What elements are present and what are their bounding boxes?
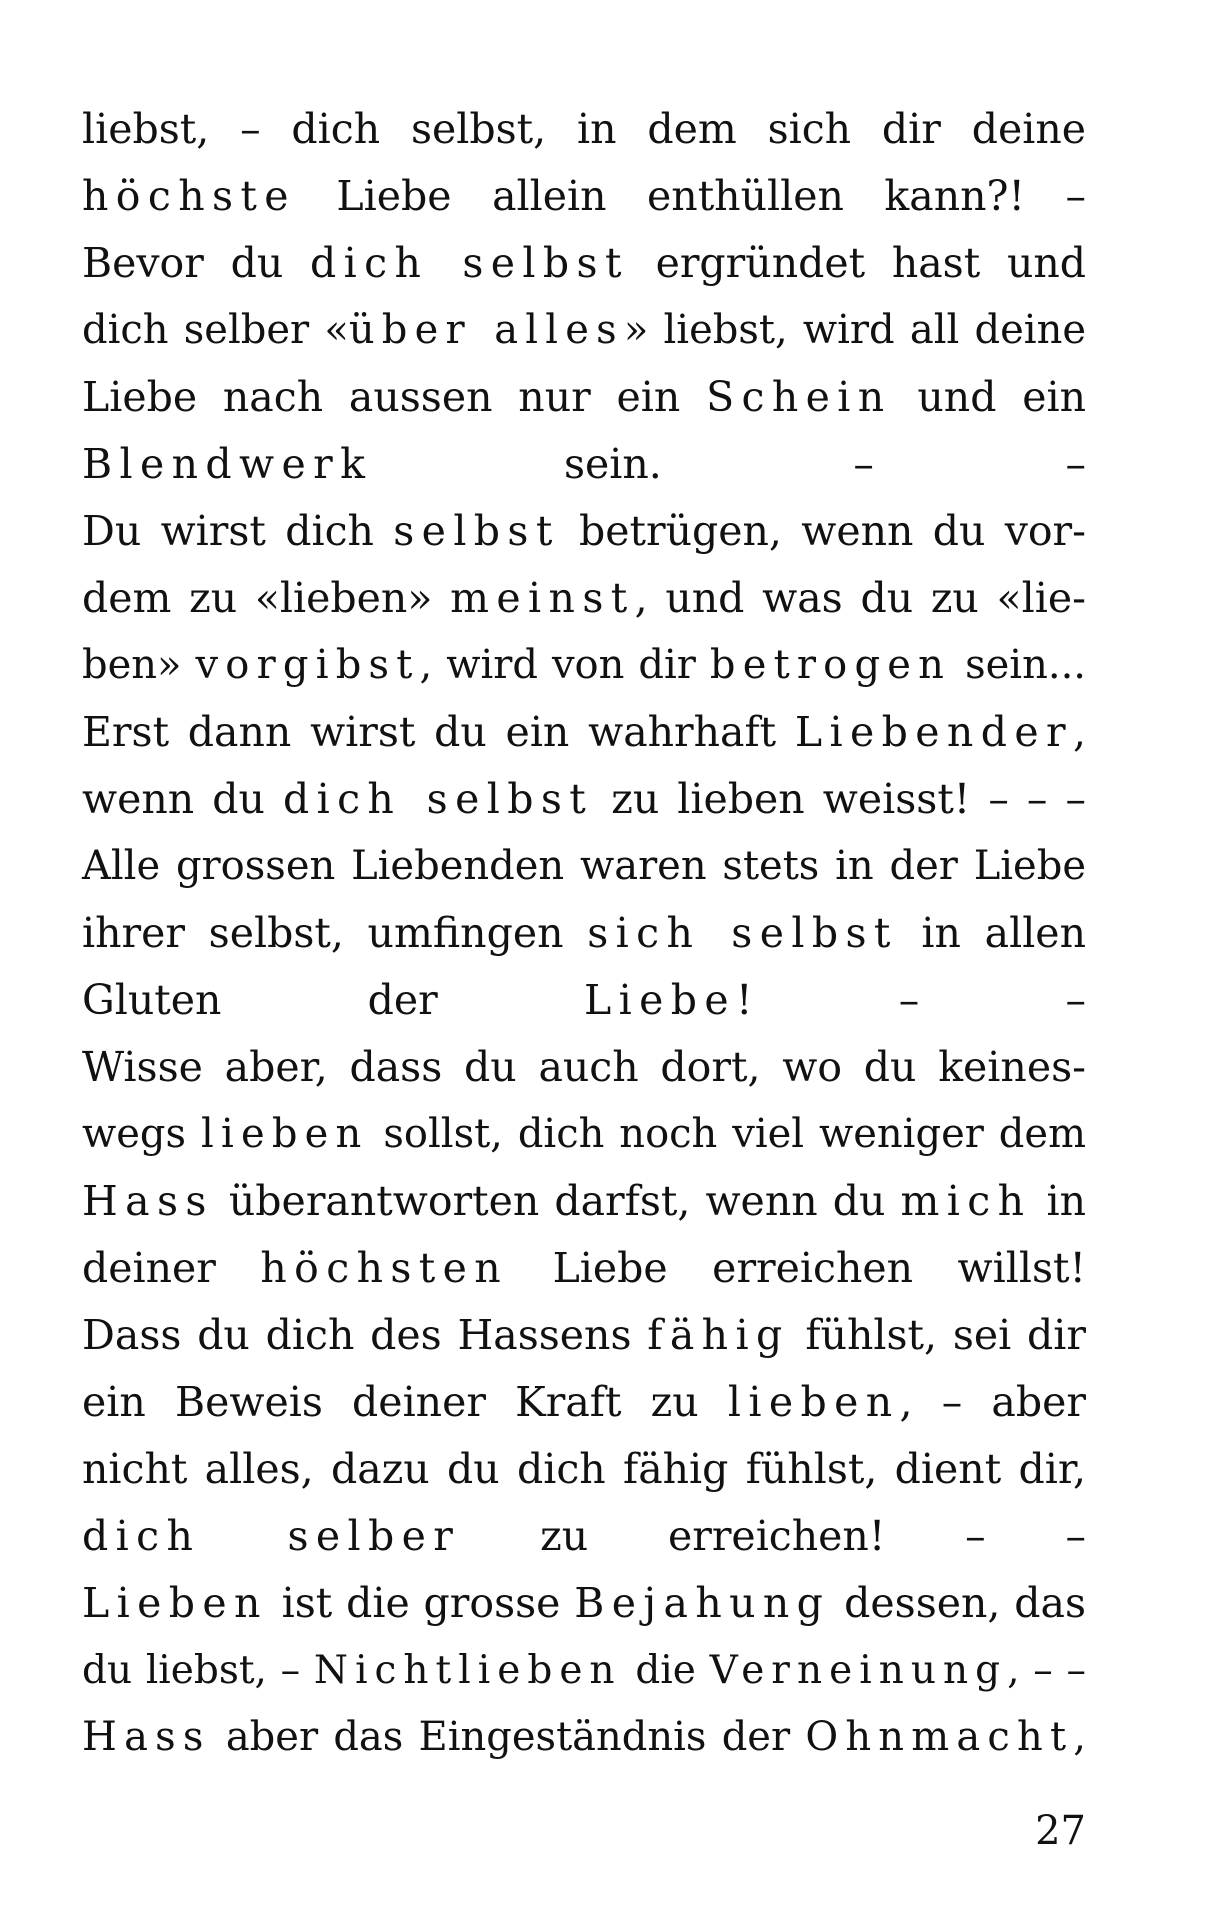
spaced-emphasis: Lieben <box>82 1579 268 1627</box>
text-segment: nicht alles, dazu du dich fähig fühlst, dient dir, <box>82 1445 1086 1493</box>
text-segment: , <box>1073 1714 1086 1760</box>
text-line <box>82 1101 1086 1168</box>
text-segment: und ein <box>891 373 1087 421</box>
spaced-emphasis: über alles <box>348 307 624 353</box>
text-segment: Liebe erreichen willst! <box>508 1244 1086 1292</box>
text-line <box>82 1235 1086 1302</box>
spaced-emphasis: höchsten <box>260 1244 509 1292</box>
text-segment: wenn du <box>82 775 283 823</box>
text-segment: fühlst, sei dir <box>789 1311 1086 1359</box>
spaced-emphasis: dich selbst <box>309 239 629 287</box>
page-number: 27 <box>1035 1808 1086 1854</box>
text-segment: in allen <box>897 909 1086 957</box>
spaced-emphasis: lieben <box>200 1111 369 1157</box>
body-text <box>82 96 1086 1771</box>
text-segment: , – aber <box>899 1378 1086 1426</box>
text-segment: du liebst, – <box>82 1648 314 1693</box>
spaced-emphasis: Ohnmacht <box>805 1714 1074 1760</box>
text-segment: dich selber « <box>82 307 349 353</box>
text-line <box>82 632 1086 699</box>
text-line <box>82 1034 1086 1101</box>
text-segment: , und was du zu «lie- <box>634 574 1086 622</box>
spaced-emphasis: Bejahung <box>574 1579 831 1627</box>
text-segment: dem zu «lieben» <box>82 574 451 622</box>
text-line <box>82 364 1086 431</box>
text-segment: ihrer selbst, umfingen <box>82 909 588 957</box>
text-segment: liebst, – dich selbst, in dem sich dir deine <box>82 105 1086 153</box>
spaced-emphasis: vorgibst <box>195 642 420 688</box>
text-segment: Gluten der <box>82 976 585 1024</box>
text-segment: , wird von dir <box>419 642 710 688</box>
text-segment: betrügen, wenn du vor- <box>559 507 1086 555</box>
text-segment: Alle grossen Liebenden waren stets in der Liebe <box>82 843 1086 889</box>
text-segment: in <box>1031 1177 1086 1225</box>
spaced-emphasis: Nichtlieben <box>313 1648 622 1693</box>
text-line <box>82 1570 1086 1637</box>
text-line <box>82 1436 1086 1503</box>
text-line <box>82 833 1086 900</box>
spaced-emphasis: höchste <box>82 172 296 220</box>
spaced-emphasis: Verneinung <box>709 1648 1008 1693</box>
spaced-emphasis: betrogen <box>709 642 952 688</box>
text-line <box>82 431 1086 498</box>
text-segment: die <box>621 1648 710 1693</box>
text-line <box>82 96 1086 163</box>
text-segment: dessen, das <box>830 1579 1086 1627</box>
text-line <box>82 163 1086 230</box>
text-line <box>82 1704 1086 1771</box>
text-segment: , <box>1072 708 1086 756</box>
spaced-emphasis: Schein <box>706 373 892 421</box>
spaced-emphasis: mich <box>900 1177 1032 1225</box>
text-line <box>82 1168 1086 1235</box>
spaced-emphasis: Liebender <box>794 708 1073 756</box>
text-line <box>82 1369 1086 1436</box>
text-line <box>82 967 1086 1034</box>
spaced-emphasis: fähig <box>647 1311 790 1359</box>
text-segment: Liebe nach aussen nur ein <box>82 373 707 421</box>
text-segment: ein Beweis deiner Kraft zu <box>82 1378 728 1426</box>
text-segment: Dass du dich des Hassens <box>82 1311 648 1359</box>
spaced-emphasis: lieben <box>727 1378 900 1426</box>
spaced-emphasis: sich selbst <box>587 909 898 957</box>
spaced-emphasis: meinst <box>450 574 635 622</box>
text-segment: ! – – <box>736 976 1086 1024</box>
text-line <box>82 766 1086 833</box>
spaced-emphasis: Hass <box>82 1177 214 1225</box>
text-segment: zu lieben weisst! – – – <box>593 775 1086 823</box>
text-line <box>82 498 1086 565</box>
text-segment: ergründet hast und <box>628 239 1086 287</box>
text-line <box>82 900 1086 967</box>
text-segment: , – – <box>1007 1648 1086 1693</box>
text-segment: » liebst, wird all deine <box>623 307 1086 353</box>
text-segment: zu erreichen! – – <box>460 1512 1086 1560</box>
text-segment: wegs <box>82 1111 201 1157</box>
text-line <box>82 297 1086 364</box>
spaced-emphasis: Blendwerk <box>82 440 373 488</box>
text-segment: Erst dann wirst du ein wahrhaft <box>82 708 795 756</box>
text-segment: sein... <box>951 642 1086 688</box>
text-line <box>82 1637 1086 1704</box>
text-segment: ist die grosse <box>267 1579 575 1627</box>
text-line <box>82 230 1086 297</box>
spaced-emphasis: Liebe <box>584 976 737 1024</box>
text-segment: ben» <box>82 642 196 688</box>
text-line <box>82 699 1086 766</box>
text-segment: deiner <box>82 1244 261 1292</box>
spaced-emphasis: dich selber <box>82 1512 461 1560</box>
text-segment: Wisse aber, dass du auch dort, wo du keines- <box>82 1043 1086 1091</box>
spaced-emphasis: dich selbst <box>282 775 594 823</box>
spaced-emphasis: Hass <box>82 1714 211 1760</box>
text-segment: Liebe allein enthüllen kann?! – <box>295 172 1086 220</box>
spaced-emphasis: selbst <box>393 507 560 555</box>
text-line <box>82 1302 1086 1369</box>
text-segment: sollst, dich noch viel weniger dem <box>368 1111 1086 1157</box>
text-segment: sein. – – <box>372 440 1086 488</box>
text-segment: Bevor du <box>82 239 310 287</box>
text-line <box>82 1503 1086 1570</box>
text-segment: Du wirst dich <box>82 507 394 555</box>
text-line <box>82 565 1086 632</box>
text-segment: aber das Eingeständnis der <box>210 1714 806 1760</box>
text-segment: überantworten darfst, wenn du <box>213 1177 901 1225</box>
